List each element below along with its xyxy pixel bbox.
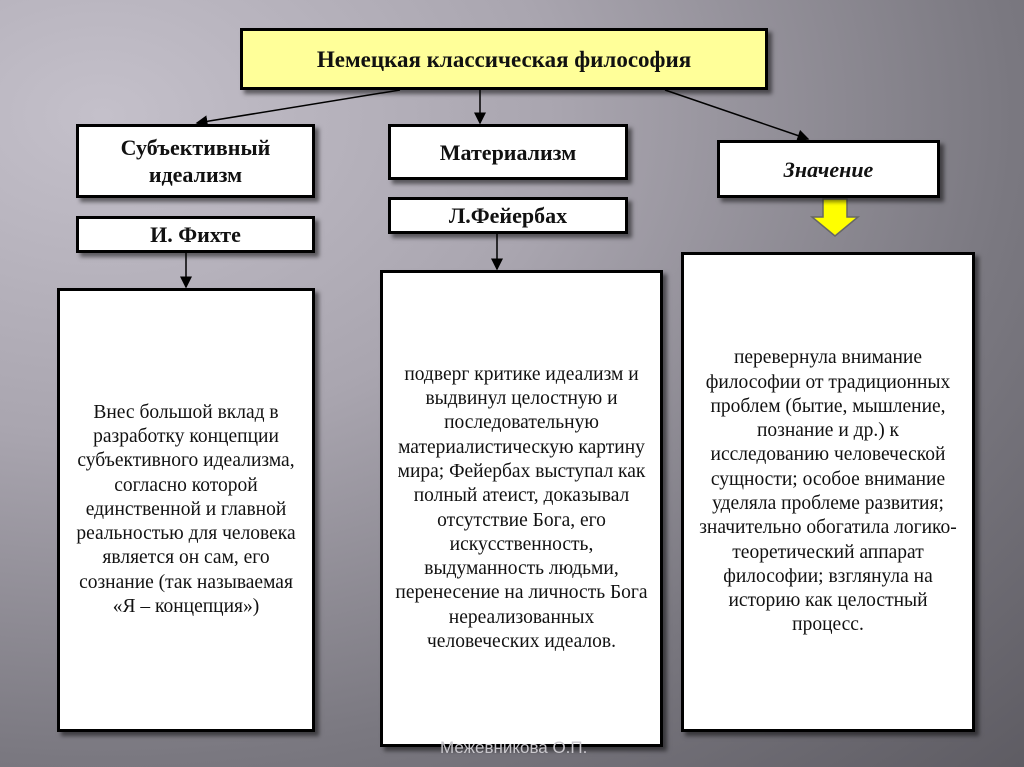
connector-title-to-idealism xyxy=(197,90,400,123)
connector-title-to-significance xyxy=(665,90,808,139)
person-fichte: И. Фихте xyxy=(76,216,315,253)
text-box-fichte: Внес большой вклад в разработку концепции субъективного идеализма, согласно которой единственной и главной реальностью для человека является он сам, его сознание (так называемая «Я – концепция») xyxy=(57,288,315,732)
text-box-feuerbach: подверг критике идеализм и выдвинул целостную и последовательную материалистическую картину мира; Фейербах выступал как полный атеист, доказывал отсутствие Бога, его искусственность, выдуманность людьми, перенесение на личность Бога нереализованных человеческих идеалов. xyxy=(380,270,663,747)
down-arrow-icon xyxy=(812,199,858,236)
person-feuerbach: Л.Фейербах xyxy=(388,197,628,234)
heading-significance: Значение xyxy=(717,140,940,198)
heading-materialism: Материализм xyxy=(388,124,628,180)
author-footer: Межевникова О.П. xyxy=(440,738,588,757)
title-box: Немецкая классическая философия xyxy=(240,28,768,90)
text-box-significance: перевернула внимание философии от традиционных проблем (бытие, мышление, познание и др.) к исследованию человеческой сущности; особое внимание уделяла проблеме развития; значительно обогатила логико-теоретический аппарат философии; взглянула на историю как целостный процесс. xyxy=(681,252,975,732)
heading-subjective-idealism: Субъективный идеализм xyxy=(76,124,315,198)
